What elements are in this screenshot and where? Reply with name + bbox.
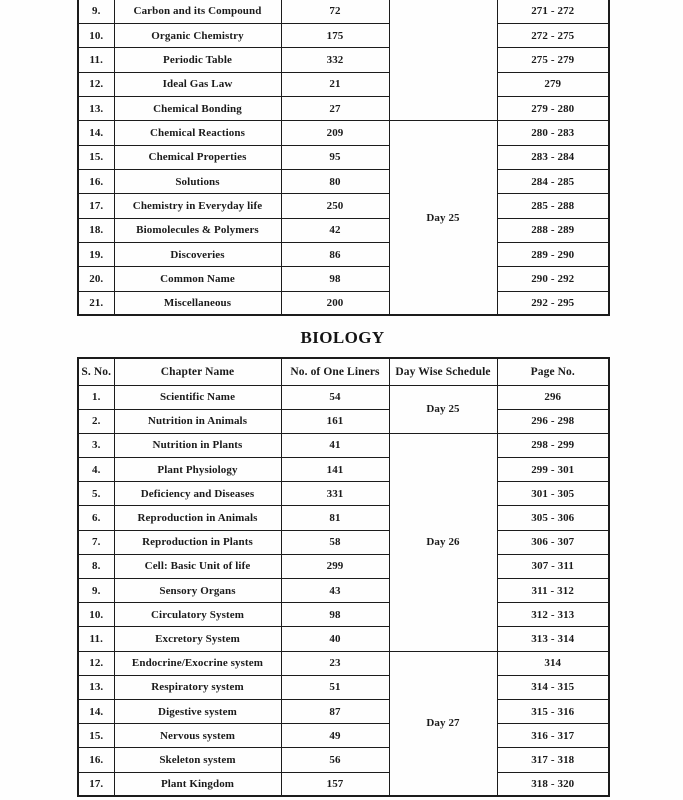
chapter-cell: Plant Physiology — [114, 458, 281, 482]
one-liners-cell: 56 — [281, 748, 389, 772]
one-liners-cell: 49 — [281, 724, 389, 748]
chapter-cell: Biomolecules & Polymers — [114, 218, 281, 242]
table-row — [78, 724, 609, 748]
chapter-cell: Respiratory system — [114, 675, 281, 699]
serial-cell: 14. — [78, 699, 114, 723]
schedule-cell: Day 27 — [389, 651, 497, 796]
chapter-cell: Common Name — [114, 267, 281, 291]
chapter-cell: Chemical Reactions — [114, 121, 281, 145]
header-cell: Chapter Name — [114, 358, 281, 385]
pages-cell: 307 - 311 — [497, 554, 609, 578]
table-row — [78, 385, 609, 409]
one-liners-cell: 41 — [281, 433, 389, 457]
serial-cell: 3. — [78, 433, 114, 457]
chapter-cell: Excretory System — [114, 627, 281, 651]
header-cell: Page No. — [497, 358, 609, 385]
table-row — [78, 675, 609, 699]
chapter-cell: Periodic Table — [114, 48, 281, 72]
chapter-cell: Endocrine/Exocrine system — [114, 651, 281, 675]
one-liners-cell: 27 — [281, 96, 389, 120]
pages-cell: 284 - 285 — [497, 169, 609, 193]
pages-cell: 289 - 290 — [497, 242, 609, 266]
serial-cell: 12. — [78, 72, 114, 96]
serial-cell: 12. — [78, 651, 114, 675]
chapter-cell: Skeleton system — [114, 748, 281, 772]
pages-cell: 313 - 314 — [497, 627, 609, 651]
serial-cell: 10. — [78, 603, 114, 627]
pages-cell: 318 - 320 — [497, 772, 609, 796]
chapter-cell: Chemical Properties — [114, 145, 281, 169]
pages-cell: 290 - 292 — [497, 267, 609, 291]
biology-section-title: BIOLOGY — [300, 328, 385, 347]
table-row — [78, 603, 609, 627]
one-liners-cell: 209 — [281, 121, 389, 145]
one-liners-cell: 331 — [281, 482, 389, 506]
table-row — [78, 218, 609, 242]
serial-cell: 6. — [78, 506, 114, 530]
chapter-cell: Discoveries — [114, 242, 281, 266]
pages-cell: 280 - 283 — [497, 121, 609, 145]
chapter-cell: Miscellaneous — [114, 291, 281, 315]
table-row — [78, 482, 609, 506]
table-row — [78, 242, 609, 266]
one-liners-cell: 87 — [281, 699, 389, 723]
pages-cell: 298 - 299 — [497, 433, 609, 457]
pages-cell: 296 - 298 — [497, 409, 609, 433]
schedule-cell — [389, 0, 497, 121]
serial-cell: 9. — [78, 0, 114, 23]
serial-cell: 7. — [78, 530, 114, 554]
pages-cell: 317 - 318 — [497, 748, 609, 772]
pages-cell: 271 - 272 — [497, 0, 609, 23]
table-row — [78, 169, 609, 193]
pages-cell: 301 - 305 — [497, 482, 609, 506]
pages-cell: 272 - 275 — [497, 23, 609, 47]
table-row — [78, 506, 609, 530]
serial-cell: 5. — [78, 482, 114, 506]
one-liners-cell: 161 — [281, 409, 389, 433]
one-liners-cell: 95 — [281, 145, 389, 169]
pages-cell: 279 — [497, 72, 609, 96]
table-row — [78, 267, 609, 291]
one-liners-cell: 98 — [281, 603, 389, 627]
one-liners-cell: 81 — [281, 506, 389, 530]
serial-cell: 15. — [78, 724, 114, 748]
pages-cell: 275 - 279 — [497, 48, 609, 72]
table-row — [78, 772, 609, 796]
schedule-cell: Day 26 — [389, 433, 497, 651]
table-row — [78, 530, 609, 554]
one-liners-cell: 80 — [281, 169, 389, 193]
chapter-cell: Scientific Name — [114, 385, 281, 409]
chapter-cell: Chemistry in Everyday life — [114, 194, 281, 218]
schedule-cell: Day 25 — [389, 121, 497, 316]
table-row — [78, 291, 609, 315]
one-liners-cell: 72 — [281, 0, 389, 23]
one-liners-cell: 175 — [281, 23, 389, 47]
chapter-cell: Nutrition in Animals — [114, 409, 281, 433]
chapter-cell: Chemical Bonding — [114, 96, 281, 120]
header-cell: No. of One Liners — [281, 358, 389, 385]
pages-cell: 299 - 301 — [497, 458, 609, 482]
serial-cell: 15. — [78, 145, 114, 169]
serial-cell: 14. — [78, 121, 114, 145]
one-liners-cell: 21 — [281, 72, 389, 96]
pages-cell: 283 - 284 — [497, 145, 609, 169]
serial-cell: 19. — [78, 242, 114, 266]
header-cell: S. No. — [78, 358, 114, 385]
one-liners-cell: 86 — [281, 242, 389, 266]
one-liners-cell: 42 — [281, 218, 389, 242]
serial-cell: 20. — [78, 267, 114, 291]
pages-cell: 285 - 288 — [497, 194, 609, 218]
biology-schedule-table — [77, 357, 610, 797]
one-liners-cell: 299 — [281, 554, 389, 578]
pages-cell: 316 - 317 — [497, 724, 609, 748]
table-row — [78, 579, 609, 603]
serial-cell: 11. — [78, 48, 114, 72]
chapter-cell: Reproduction in Plants — [114, 530, 281, 554]
chapter-cell: Deficiency and Diseases — [114, 482, 281, 506]
one-liners-cell: 54 — [281, 385, 389, 409]
table-row — [78, 748, 609, 772]
schedule-cell: Day 25 — [389, 385, 497, 433]
table-row — [78, 72, 609, 96]
table-row — [78, 554, 609, 578]
table-row — [78, 145, 609, 169]
serial-cell: 4. — [78, 458, 114, 482]
table-row — [78, 96, 609, 120]
table-row — [78, 48, 609, 72]
one-liners-cell: 58 — [281, 530, 389, 554]
chapter-cell: Nutrition in Plants — [114, 433, 281, 457]
table-row — [78, 0, 609, 23]
pages-cell: 305 - 306 — [497, 506, 609, 530]
serial-cell: 9. — [78, 579, 114, 603]
pages-cell: 315 - 316 — [497, 699, 609, 723]
chapter-cell: Solutions — [114, 169, 281, 193]
serial-cell: 17. — [78, 194, 114, 218]
serial-cell: 8. — [78, 554, 114, 578]
serial-cell: 18. — [78, 218, 114, 242]
serial-cell: 13. — [78, 96, 114, 120]
chapter-cell: Organic Chemistry — [114, 23, 281, 47]
one-liners-cell: 332 — [281, 48, 389, 72]
serial-cell: 21. — [78, 291, 114, 315]
table-row — [78, 23, 609, 47]
one-liners-cell: 43 — [281, 579, 389, 603]
serial-cell: 16. — [78, 169, 114, 193]
one-liners-cell: 98 — [281, 267, 389, 291]
chapter-cell: Plant Kingdom — [114, 772, 281, 796]
pages-cell: 279 - 280 — [497, 96, 609, 120]
chapter-cell: Digestive system — [114, 699, 281, 723]
serial-cell: 17. — [78, 772, 114, 796]
pages-cell: 292 - 295 — [497, 291, 609, 315]
table-row — [78, 699, 609, 723]
header-cell: Day Wise Schedule — [389, 358, 497, 385]
pages-cell: 312 - 313 — [497, 603, 609, 627]
serial-cell: 10. — [78, 23, 114, 47]
chapter-cell: Cell: Basic Unit of life — [114, 554, 281, 578]
table-row — [78, 458, 609, 482]
one-liners-cell: 250 — [281, 194, 389, 218]
table-row — [78, 409, 609, 433]
chemistry-schedule-table — [77, 0, 610, 316]
pages-cell: 288 - 289 — [497, 218, 609, 242]
table-row — [78, 651, 609, 675]
chapter-cell: Sensory Organs — [114, 579, 281, 603]
one-liners-cell: 51 — [281, 675, 389, 699]
pages-cell: 296 — [497, 385, 609, 409]
serial-cell: 11. — [78, 627, 114, 651]
chapter-cell: Ideal Gas Law — [114, 72, 281, 96]
one-liners-cell: 157 — [281, 772, 389, 796]
table-header-row — [78, 358, 609, 385]
pages-cell: 306 - 307 — [497, 530, 609, 554]
one-liners-cell: 200 — [281, 291, 389, 315]
chapter-cell: Nervous system — [114, 724, 281, 748]
table-row — [78, 194, 609, 218]
one-liners-cell: 23 — [281, 651, 389, 675]
serial-cell: 2. — [78, 409, 114, 433]
serial-cell: 1. — [78, 385, 114, 409]
serial-cell: 16. — [78, 748, 114, 772]
one-liners-cell: 141 — [281, 458, 389, 482]
serial-cell: 13. — [78, 675, 114, 699]
table-row — [78, 121, 609, 145]
table-row — [78, 627, 609, 651]
table-row — [78, 433, 609, 457]
pages-cell: 314 — [497, 651, 609, 675]
chapter-cell: Circulatory System — [114, 603, 281, 627]
one-liners-cell: 40 — [281, 627, 389, 651]
pages-cell: 311 - 312 — [497, 579, 609, 603]
chapter-cell: Carbon and its Compound — [114, 0, 281, 23]
chapter-cell: Reproduction in Animals — [114, 506, 281, 530]
pages-cell: 314 - 315 — [497, 675, 609, 699]
